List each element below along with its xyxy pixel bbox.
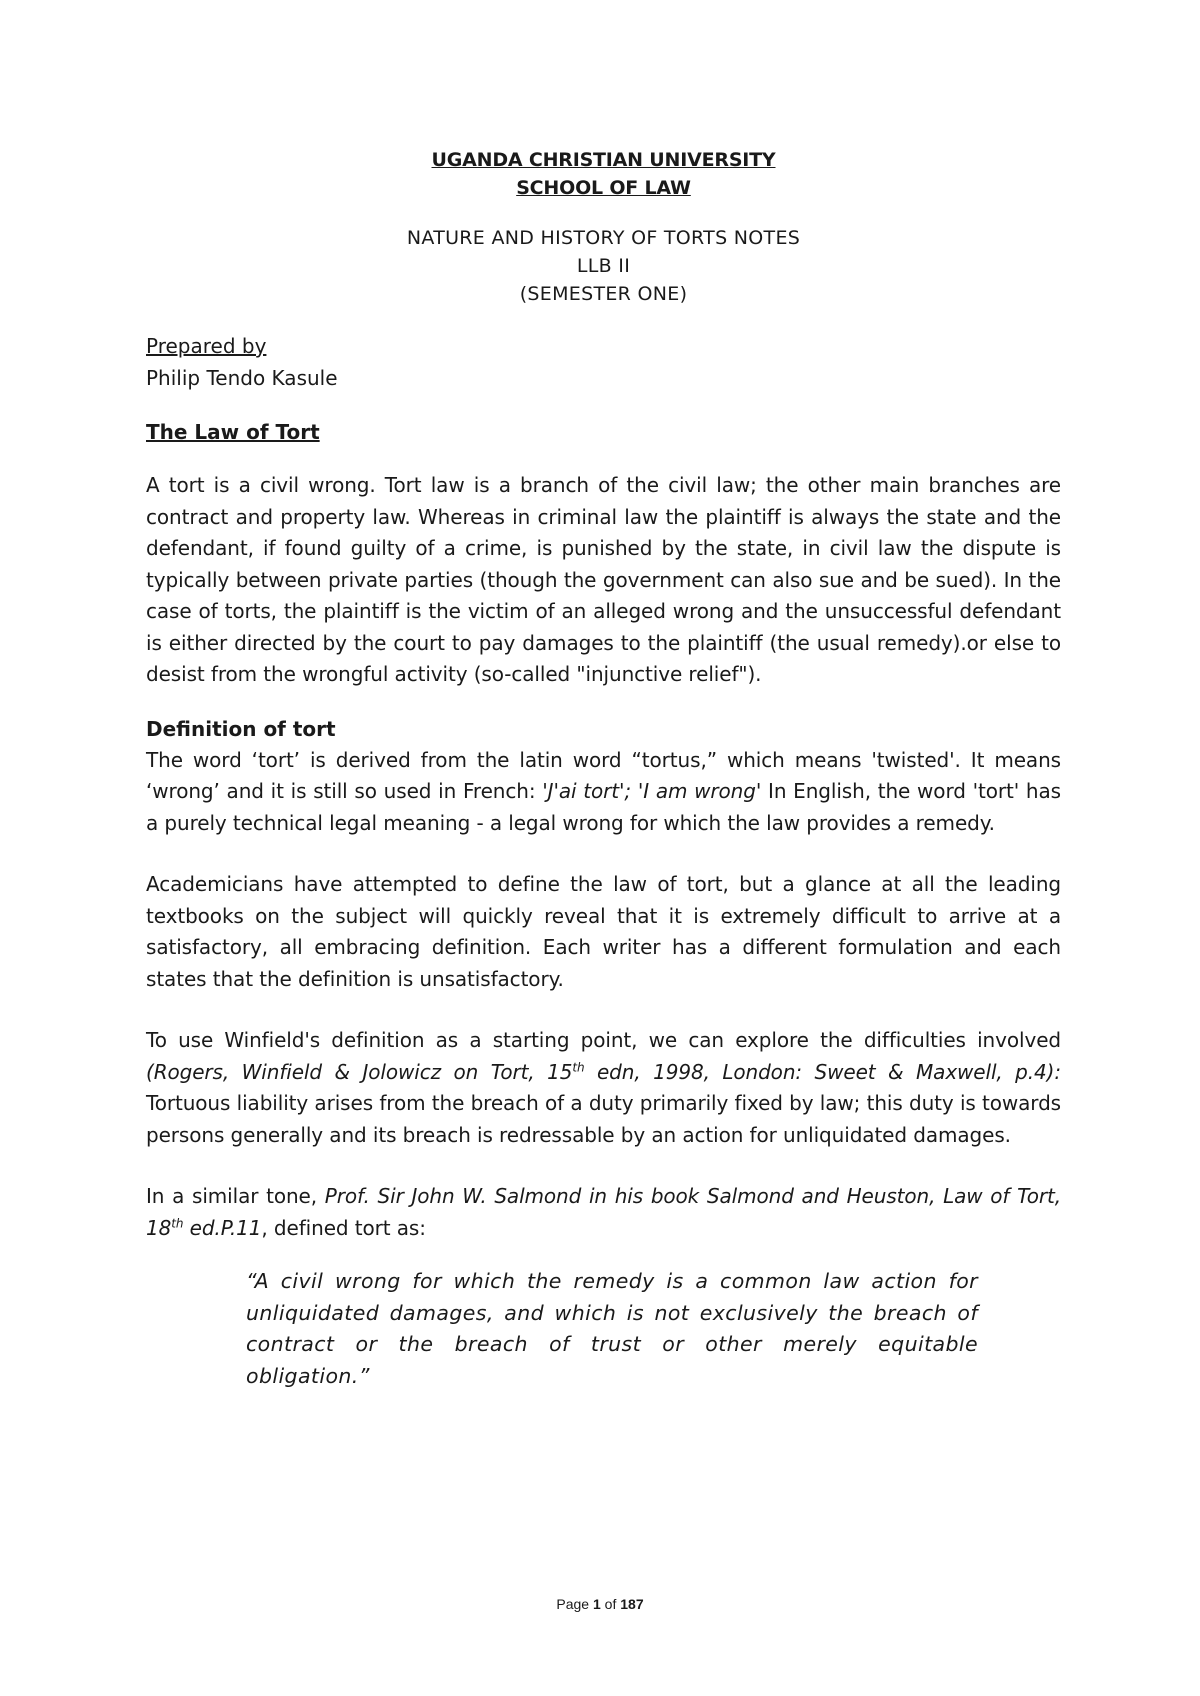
tort-definition-quote: “A civil wrong for which the remedy is a common law action for unliquidated damages, and which is not exclusively the breach of contract or the breach of trust or other merely equitable obligation.”	[246, 1269, 978, 1388]
section-heading-definition: Definition of tort	[146, 716, 336, 741]
definition-paragraph-1: The word ‘tort’ is derived from the latin word “tortus,” which means 'twisted'. It means ‘wrong’ and it is still so used in French: 'J'ai tort'; 'I am wrong' In English, the word 'tort' has a purely technical legal meaning - a legal wrong for which the law provides a remedy.	[146, 747, 1061, 835]
document-title: NATURE AND HISTORY OF TORTS NOTES	[406, 227, 801, 249]
school-title: SCHOOL OF LAW	[516, 177, 691, 199]
document-page	[146, 146, 1061, 1392]
page-label: Page	[556, 1596, 590, 1612]
law-of-tort-paragraph: A tort is a civil wrong. Tort law is a branch of the civil law; the other main branches are contract and property law. Whereas in criminal law the plaintiff is always the state and the defendant, if found guilty of a crime, is punished by the state, in civil law the dispute is typically between private parties (though the government can also sue and be sued). In the case of torts, the plaintiff is the victim of an alleged wrong and the unsuccessful defendant is either directed by the court to pay damages to the plaintiff (the usual remedy).or else to desist from the wrongful activity (so-called "injunctive relief").	[146, 473, 1061, 686]
section-heading-law-of-tort: The Law of Tort	[146, 420, 320, 444]
prepared-by-label: Prepared by	[146, 334, 267, 358]
winfield-paragraph: To use Winfield's definition as a starting point, we can explore the difficulties involved (Rogers, Winfield & Jolowicz on Tort, 15th edn, 1998, London: Sweet & Maxwell, p.4): Tortuous liability arises from the breach of a duty primarily fixed by law; this duty is towards persons generally and its breach is redressable by an action for unliquidated damages.	[146, 1028, 1061, 1147]
definition-paragraph-2: Academicians have attempted to define the law of tort, but a glance at all the leading textbooks on the subject will quickly reveal that it is extremely difficult to arrive at a satisfactory, all embracing definition. Each writer has a different formulation and each states that the definition is unsatisfactory.	[146, 872, 1061, 991]
of-label: of	[604, 1596, 617, 1612]
salmond-paragraph: In a similar tone, Prof. Sir John W. Salmond in his book Salmond and Heuston, Law of Tort, 18th ed.P.11, defined tort as:	[146, 1184, 1061, 1240]
page-number: 1	[592, 1596, 601, 1612]
total-pages: 187	[620, 1596, 644, 1612]
course-label: LLB II	[576, 255, 631, 277]
semester-label: (SEMESTER ONE)	[519, 283, 688, 305]
page-footer	[0, 1596, 1200, 1612]
university-title: UGANDA CHRISTIAN UNIVERSITY	[431, 149, 776, 171]
author-name: Philip Tendo Kasule	[146, 366, 338, 390]
